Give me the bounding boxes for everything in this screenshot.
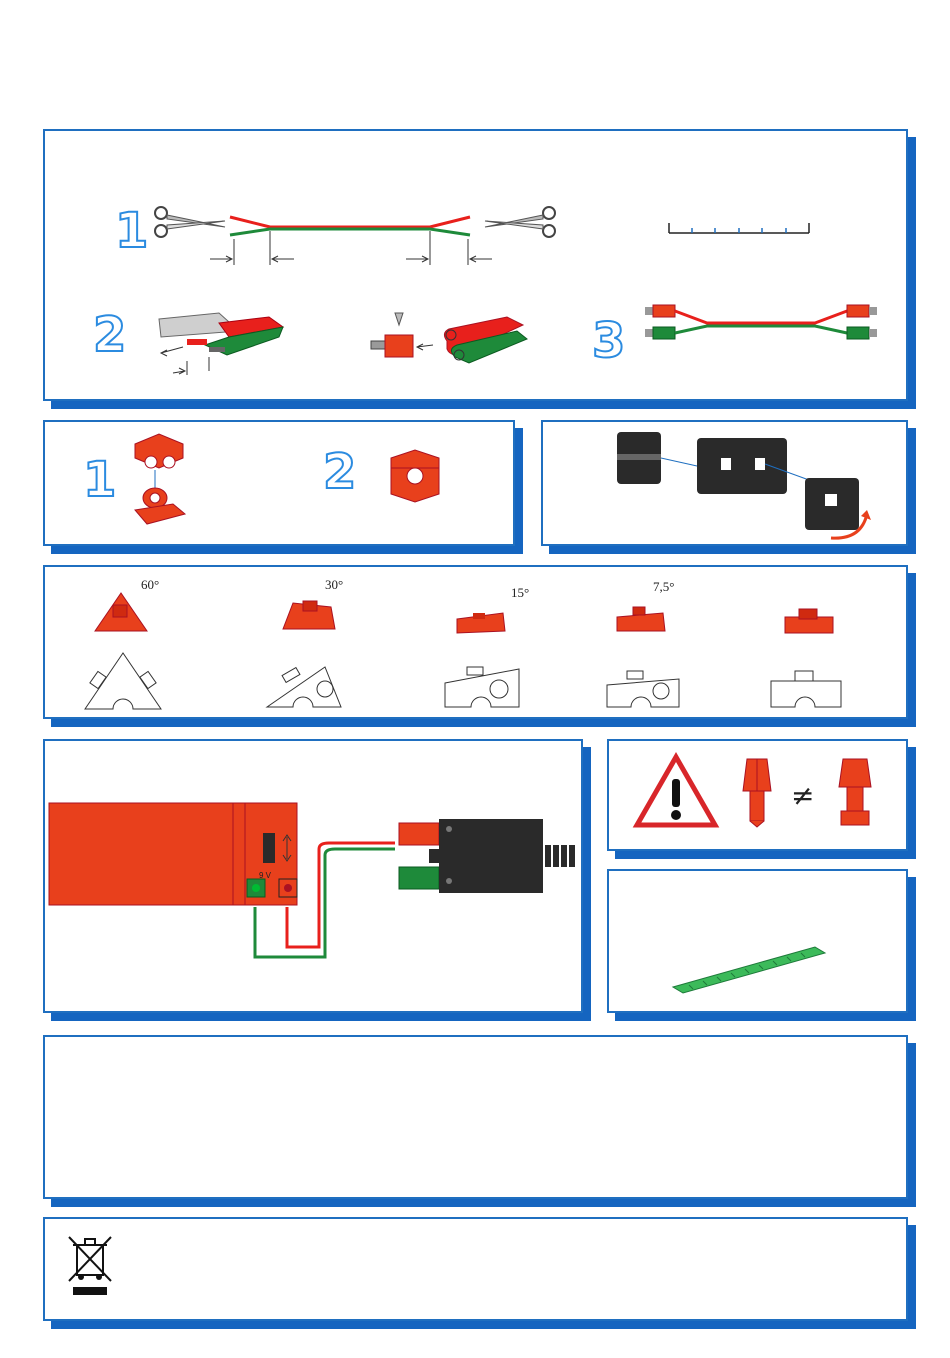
bracket-assembly-panel [43, 420, 515, 546]
angle-label-15: 15° [511, 585, 530, 600]
crossed-out-bin-icon [67, 1235, 113, 1297]
battery-motor-panel [43, 739, 583, 1013]
angle-block-60 [91, 589, 151, 635]
disposal-panel [43, 1217, 908, 1321]
angle-block-7-5 [613, 601, 669, 633]
battery-voltage-label: 9 V [259, 871, 272, 880]
green-rail-part [669, 941, 829, 997]
step-2-number: 2 [93, 307, 127, 363]
scissors-icon [153, 205, 233, 241]
angle-block-60-outline [83, 651, 163, 711]
angle-label-30: 30° [325, 577, 344, 592]
step-2-number: 2 [323, 444, 357, 500]
step-1-number: 1 [83, 452, 117, 508]
angle-block-7-5-outline [605, 667, 681, 709]
motor-icon [399, 817, 583, 897]
wire-stripping-illustration [149, 309, 289, 391]
cable-diagram [230, 213, 490, 268]
angle-blocks-panel [43, 565, 908, 719]
step-1-number: 1 [115, 203, 149, 259]
finished-cable-illustration [645, 299, 885, 349]
angle-block-30-outline [265, 657, 345, 709]
not-equal-symbol: ≠ [791, 779, 815, 812]
step-3-number: 3 [592, 313, 626, 369]
ruler-icon [669, 221, 811, 235]
flat-building-block-outline [769, 667, 843, 709]
flat-building-block [781, 605, 837, 635]
cable-assembly-panel [43, 129, 908, 401]
rail-part-panel [607, 869, 908, 1013]
plug-assembly-illustration [357, 311, 527, 371]
building-block-panel [541, 420, 908, 546]
bracket-part-assembled [387, 448, 445, 504]
warning-icon [633, 753, 719, 829]
connector-plug-icon [737, 753, 777, 833]
connector-plug-icon [835, 755, 875, 831]
angle-block-15-outline [443, 663, 523, 709]
warning-panel [607, 739, 908, 851]
scissors-icon [477, 205, 557, 241]
building-block-assembly [613, 428, 873, 542]
angle-label-60: 60° [141, 577, 160, 592]
angle-label-7-5: 7,5° [653, 579, 675, 594]
bracket-part-exploded [129, 432, 189, 532]
angle-block-15 [453, 605, 509, 635]
angle-block-30 [279, 593, 339, 633]
text-panel [43, 1035, 908, 1199]
